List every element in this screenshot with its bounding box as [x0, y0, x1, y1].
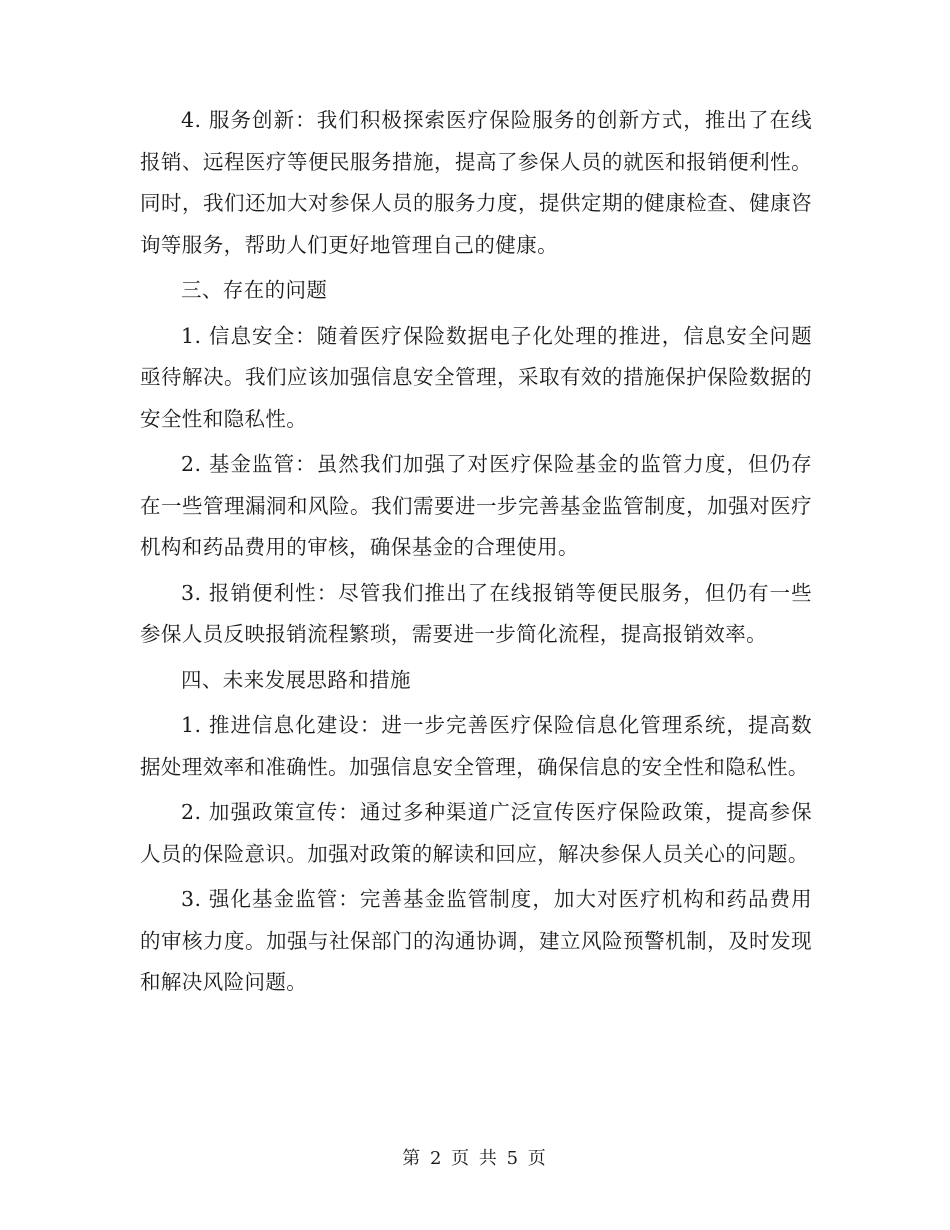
paragraph-reimbursement-convenience: 3. 报销便利性：尽管我们推出了在线报销等便民服务，但仍有一些参保人员反映报销流程繁琐，需要进一步简化流程，提高报销效率。	[140, 580, 812, 646]
paragraph-informatization: 1. 推进信息化建设：进一步完善医疗保险信息化管理系统，提高数据处理效率和准确性。加强信息安全管理，确保信息的安全性和隐私性。	[140, 713, 812, 779]
paragraph-service-innovation: 4. 服务创新：我们积极探索医疗保险服务的创新方式，推出了在线报销、远程医疗等便民服务措施，提高了参保人员的就医和报销便利性。同时，我们还加大对参保人员的服务力度，提供定期的健康检查、健康咨询等服务，帮助人们更好地管理自己的健康。	[140, 108, 812, 257]
paragraph-fund-supervision: 2. 基金监管：虽然我们加强了对医疗保险基金的监管力度，但仍存在一些管理漏洞和风险。我们需要进一步完善基金监管制度，加强对医疗机构和药品费用的审核，确保基金的合理使用。	[140, 452, 812, 559]
document-body	[140, 100, 812, 1008]
section-heading-future-development: 四、未来发展思路和措施	[181, 667, 411, 692]
paragraph-strengthen-fund-supervision: 3. 强化基金监管：完善基金监管制度，加大对医疗机构和药品费用的审核力度。加强与社保部门的沟通协调，建立风险预警机制，及时发现和解决风险问题。	[140, 887, 812, 994]
paragraph-information-security: 1. 信息安全：随着医疗保险数据电子化处理的推进，信息安全问题亟待解决。我们应该加强信息安全管理，采取有效的措施保护保险数据的安全性和隐私性。	[140, 323, 812, 431]
page-number-footer: 第 2 页 共 5 页	[402, 1148, 548, 1169]
section-heading-existing-problems: 三、存在的问题	[181, 278, 328, 302]
paragraph-policy-publicity: 2. 加强政策宣传：通过多种渠道广泛宣传医疗保险政策，提高参保人员的保险意识。加强对政策的解读和回应，解决参保人员关心的问题。	[140, 800, 812, 866]
